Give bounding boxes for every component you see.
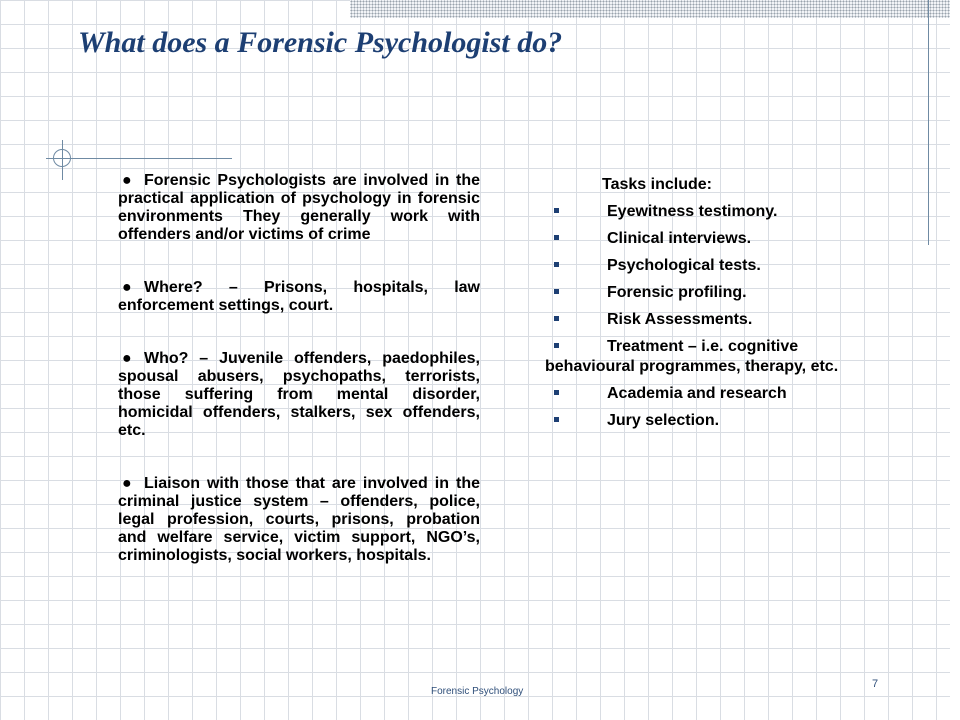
left-bullet-1: ● Forensic Psychologists are involved in the practical application of psychology in forensic environments They generally work with offenders and/or victims of crime [118, 172, 480, 243]
square-bullet-icon [554, 289, 559, 294]
square-bullet-icon [554, 262, 559, 267]
tasks-list [545, 202, 890, 431]
task-item: Treatment – i.e. cognitive behavioural programmes, therapy, etc. [545, 338, 839, 375]
decorative-circle-icon [53, 149, 71, 167]
left-bullet-3: ● Who? – Juvenile offenders, paedophiles, spousal abusers, psychopaths, terrorists, those suffering from mental disorder, homicidal offenders, stalkers, sex offenders, etc. [118, 350, 480, 439]
square-bullet-icon [554, 390, 559, 395]
square-bullet-icon [554, 417, 559, 422]
square-bullet-icon [554, 316, 559, 321]
task-item: Eyewitness testimony. [545, 202, 890, 222]
square-bullet-icon [554, 343, 559, 348]
slide-title: What does a Forensic Psychologist do? [78, 26, 563, 59]
task-item: Forensic profiling. [545, 283, 890, 303]
left-column [118, 172, 480, 565]
decorative-horizontal-line [46, 158, 232, 159]
bullet-dot-icon: ● [122, 350, 132, 367]
right-column [545, 175, 890, 438]
task-item: Clinical interviews. [545, 229, 890, 249]
decorative-vertical-line [928, 0, 929, 245]
task-item: Risk Assessments. [545, 310, 890, 330]
bullet-dot-icon: ● [122, 172, 132, 189]
left-bullet-4: ● Liaison with those that are involved in the criminal justice system – offenders, police, legal profession, courts, prisons, probation and welfare service, victim support, NGO’s, criminologists, social workers, hospitals. [118, 475, 480, 564]
right-edge [950, 0, 960, 720]
page-number: 7 [872, 678, 879, 690]
task-item: Academia and research [545, 384, 890, 404]
task-item: Psychological tests. [545, 256, 890, 276]
task-item: Jury selection. [545, 411, 890, 431]
bullet-dot-icon: ● [122, 279, 132, 296]
top-dotted-band [350, 0, 960, 18]
square-bullet-icon [554, 208, 559, 213]
tasks-heading: Tasks include: [602, 176, 712, 193]
square-bullet-icon [554, 235, 559, 240]
left-bullet-2: ● Where? – Prisons, hospitals, law enforcement settings, court. [118, 279, 480, 314]
bullet-dot-icon: ● [122, 475, 132, 492]
footer-text: Forensic Psychology [431, 686, 524, 697]
